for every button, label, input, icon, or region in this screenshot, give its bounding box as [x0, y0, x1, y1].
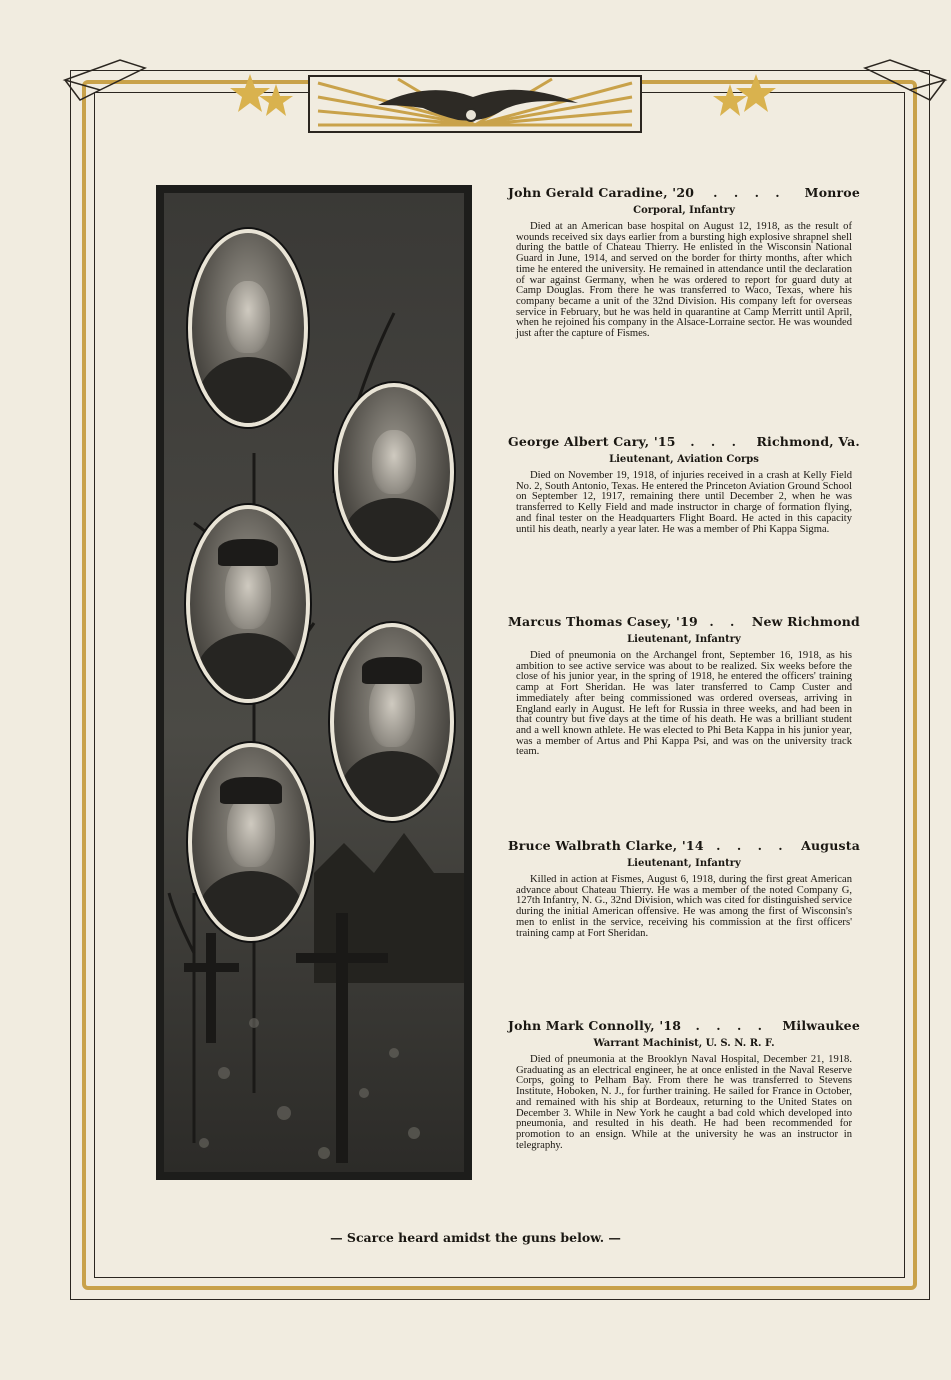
grave-cross: [206, 933, 216, 1043]
entry-heading: [508, 185, 860, 200]
entry-name: George Albert Cary, '15: [508, 434, 676, 449]
entry-heading: [508, 838, 860, 853]
ribbon-icon: [860, 50, 950, 110]
portrait-casey: [186, 505, 310, 703]
entry-casey: [508, 614, 860, 758]
entry-rank: Lieutenant, Infantry: [627, 858, 741, 869]
entry-name: John Mark Connolly, '18: [508, 1018, 682, 1033]
entry-hometown: Monroe: [804, 185, 860, 200]
entry-rank: Lieutenant, Infantry: [627, 634, 741, 645]
entry-hometown: Richmond, Va.: [756, 434, 860, 449]
entry-heading: [508, 434, 860, 449]
entry-heading: [508, 1018, 860, 1033]
memorial-photo-panel: [156, 185, 472, 1180]
entry-dots: . . .: [690, 434, 742, 449]
entry-clarke: [508, 838, 860, 939]
entry-connolly: [508, 1018, 860, 1151]
entry-name: John Gerald Caradine, '20: [508, 185, 695, 200]
grave-cross: [336, 913, 348, 1163]
eagle-emblem-icon: [308, 75, 642, 133]
portrait-clarke: [330, 623, 454, 821]
entry-name: Bruce Walbrath Clarke, '14: [508, 838, 704, 853]
entry-rank: Warrant Machinist, U. S. N. R. F.: [593, 1038, 775, 1049]
portrait-connolly: [188, 743, 314, 941]
entry-body: Died of pneumonia at the Brooklyn Naval Hospital, December 21, 1918. Graduating as an electrical engineer, he at once enlisted in the Naval Reserve Corps, going to Pelham Bay. From there he was transferred to Stevens Institute, Hoboken, N. J., for further training. He sailed for France in October, and remained with his ship at Bordeaux, returning to the United States on December 3. While in New York he caught a bad cold which developed into pneumonia, and resulted in his death. He had been recommended for promotion to an ensign. While at the university he was an instructor in telegraphy.: [516, 1054, 852, 1151]
entry-heading: [508, 614, 860, 629]
entry-body: Died at an American base hospital on August 12, 1918, as the result of wounds received six days earlier from a bursting high explosive shrapnel shell during the battle of Chateau Thierry. He enlisted in the Wisconsin National Guard in June, 1914, and served on the border for thirty months, after which time he entered the university. He remained in attendance until the declaration of war against Germany, when he was ordered to report for guard duty at Camp Douglas. From there he was transferred to Waco, Texas, where his company became a unit of the 32nd Division. His company left for overseas service in February, but he was held in quarantine at Camp Merritt until April, when he rejoined his company in the Alsace-Lorraine sector. He was wounded just after the capture of Fismes.: [516, 221, 852, 340]
entry-rank: Corporal, Infantry: [633, 205, 735, 216]
entry-hometown: Augusta: [801, 838, 860, 853]
entry-rank: Lieutenant, Aviation Corps: [609, 454, 759, 465]
entry-dots: . .: [709, 614, 741, 629]
entry-cary: [508, 434, 860, 535]
portrait-caradine: [188, 229, 308, 427]
portrait-cary: [334, 383, 454, 561]
entry-name: Marcus Thomas Casey, '19: [508, 614, 698, 629]
grave-cross: [184, 963, 239, 972]
entry-hometown: New Richmond: [751, 614, 860, 629]
footer-motto: — Scarce heard amidst the guns below. —: [330, 1230, 621, 1245]
entry-caradine: [508, 185, 860, 340]
memorial-illustration: [164, 193, 464, 1172]
entry-body: Died of pneumonia on the Archangel front, September 16, 1918, as his ambition to see active service was about to be realized. Six weeks before the close of his junior year, in the spring of 1918, he entered the officers' training camp at Fort Sheridan. He was later transferred to Camp Custer and immediately after being commissioned was ordered overseas, arriving in England early in August. He left for Russia in three weeks, and had been in that country but five days at the time of his death. He was a brilliant student and a well known athlete. He was elected to Phi Beta Kappa in his junior year, was a member of Artus and Phi Kappa Psi, and was on the university track team.: [516, 650, 852, 758]
entry-dots: . . . .: [695, 1018, 769, 1033]
entry-body: Died on November 19, 1918, of injuries received in a crash at Kelly Field No. 2, South Antonio, Texas. He entered the Princeton Aviation Ground School on September 12, 1917, remaining there until December 2, when he was transferred to Kelly Field and made instructor in charge of formation flying, and final tester on the Headquarters Flight Board. He acted in this capacity until his death, nearly a year later. He was a member of Phi Kappa Sigma.: [516, 470, 852, 535]
entry-dots: . . . .: [713, 185, 786, 200]
ribbon-icon: [60, 50, 150, 110]
entry-body: Killed in action at Fismes, August 6, 1918, during the first great American advance about Chateau Thierry. He was a member of the noted Company G, 127th Infantry, N. G., 32nd Division, which was cited for distinguished service during the initial American offensive. He was among the first of Wisconsin's men to enlist in the service, receiving his commission at the first officers' training camp at Fort Sheridan.: [516, 874, 852, 939]
star-icon: [708, 70, 778, 128]
star-icon: [228, 70, 298, 128]
grave-cross: [296, 953, 388, 963]
entry-hometown: Milwaukee: [782, 1018, 860, 1033]
entry-dots: . . . .: [716, 838, 789, 853]
